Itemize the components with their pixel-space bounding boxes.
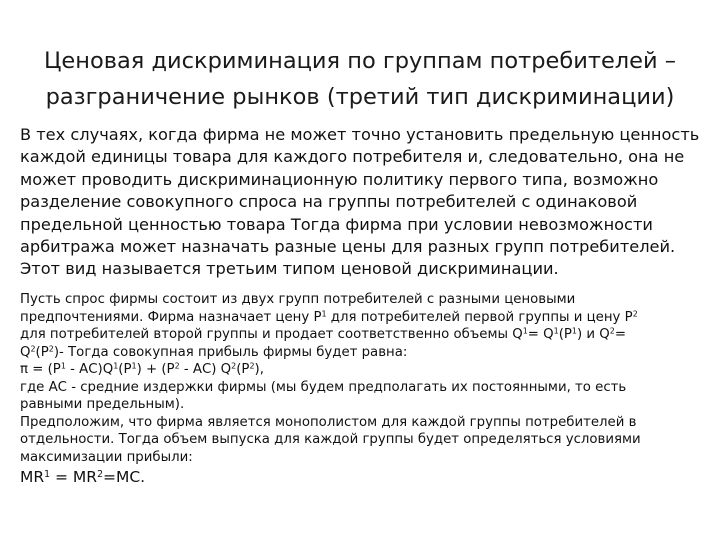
superscript: 2	[174, 361, 180, 371]
superscript: 1	[131, 361, 137, 371]
body-line	[20, 326, 710, 344]
profit-formula	[20, 361, 710, 379]
intro-line: разделение совокупного спроса на группы потребителей с одинаковой	[20, 192, 638, 212]
intro-line: может проводить дискриминационную политику первого типа, возможно	[20, 169, 659, 189]
text-run: )- Тогда совокупная прибыль фирмы будет равна:	[53, 344, 408, 360]
text-run: =	[614, 327, 626, 342]
superscript: 2	[231, 361, 237, 371]
title-line-2: разграничение рынков (третий тип дискриминации)	[45, 84, 675, 110]
superscript: 2	[609, 326, 615, 336]
text-run: =MC.	[102, 468, 146, 486]
superscript: 1	[113, 361, 119, 371]
body-line: отдельности. Тогда объем выпуска для каждой группы будет определяться условиями	[20, 432, 641, 447]
superscript: 2	[249, 361, 255, 371]
text-run: (Р	[118, 362, 132, 377]
body-line	[20, 344, 710, 362]
intro-paragraph	[20, 124, 710, 281]
intro-line: арбитража может назначать разные цены для разных групп потребителей.	[20, 237, 676, 257]
intro-line: Этот вид называется третьим типом ценовой дискриминации.	[20, 259, 559, 279]
body-line	[20, 309, 710, 327]
text-run: для потребителей второй группы и продает соответственно объемы Q	[20, 327, 523, 342]
body-line: Пусть спрос фирмы состоит из двух групп потребителей с разными ценовыми	[20, 292, 576, 307]
text-run: (Р	[558, 327, 572, 342]
text-run: ) и Q	[576, 327, 610, 342]
slide-title	[20, 43, 700, 115]
superscript: 2	[48, 344, 54, 354]
text-run: - АС)Q	[65, 362, 114, 377]
superscript: 1	[321, 309, 327, 319]
text-run: - АС) Q	[179, 362, 232, 377]
superscript: 1	[553, 326, 559, 336]
text-run: MR	[20, 468, 45, 486]
text-run: ) + (Р	[136, 362, 175, 377]
text-run: (Р	[236, 362, 250, 377]
superscript: 1	[522, 326, 528, 336]
body-line: равными предельным).	[20, 397, 185, 412]
text-run: π = (Р	[20, 362, 61, 377]
text-run: = Q	[527, 327, 554, 342]
superscript: 2	[30, 344, 36, 354]
text-run: = MR	[50, 468, 98, 486]
body-text	[20, 291, 710, 488]
text-run: (Р	[35, 344, 49, 360]
superscript: 1	[60, 361, 66, 371]
title-line-1: Ценовая дискриминация по группам потребителей –	[43, 48, 677, 74]
superscript: 2	[97, 468, 103, 480]
superscript: 2	[632, 309, 638, 319]
text-run: Q	[20, 344, 31, 360]
intro-line: предельной ценностью товара Тогда фирма при условии невозможности	[20, 214, 653, 234]
text-run: ),	[254, 362, 264, 377]
body-line: максимизации прибыли:	[20, 449, 193, 465]
intro-line: каждой единицы товара для каждого потребителя и, следовательно, она не	[20, 147, 685, 167]
intro-line: В тех случаях, когда фирма не может точно установить предельную ценность	[20, 125, 700, 144]
mr-mc-formula	[20, 467, 710, 488]
text-run: предпочтениями. Фирма назначает цену Р	[20, 309, 322, 325]
superscript: 1	[44, 468, 51, 480]
body-line: Предположим, что фирма является монополистом для каждой группы потребителей в	[20, 414, 637, 430]
text-run: для потребителей первой группы и цену Р	[326, 309, 633, 325]
body-line: где АС - средние издержки фирмы (мы будем предполагать их постоянными, то есть	[20, 379, 627, 395]
superscript: 1	[571, 326, 577, 336]
